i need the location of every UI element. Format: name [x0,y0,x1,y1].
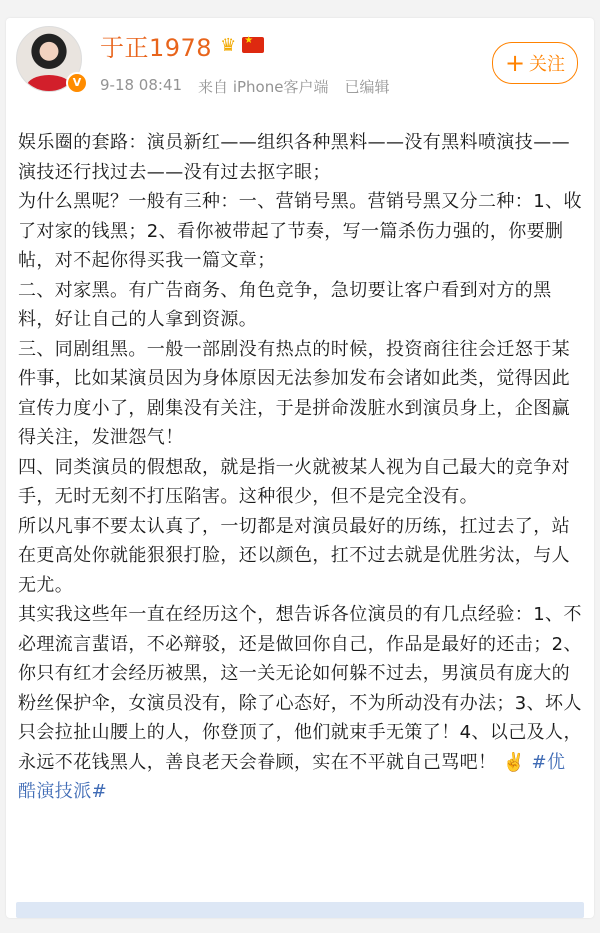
avatar-shirt [27,75,71,92]
plus-icon: + [504,49,526,77]
author-row [100,28,264,62]
post-body [18,128,582,807]
post-header [16,26,576,116]
china-flag-icon [242,37,264,53]
post-time: 9-18 08:41 [100,76,183,94]
paragraph-7 [18,600,582,807]
author-name[interactable]: 于正1978 [100,33,213,62]
paragraph-6: 所以凡事不要太认真了，一切都是对演员最好的历练，扛过去了，站在更高处你就能狠狠打脸，还以颜色，扛不过去就是优胜劣汰，与人无尤。 [18,515,570,596]
paragraph-4: 三、同剧组黑。一般一部剧没有热点的时候，投资商往往会迁怒于某件事，比如某演员因为身体原因无法参加发布会诸如此类，觉得因此宣传力度小了，剧集没有关注，于是拼命泼脏水到演员身上，企图赢得关注，发泄怨气！ [18,338,570,448]
crown-icon: ♛ [220,34,237,56]
post-meta [100,76,389,97]
hashtag-link[interactable]: #优酷演技派# [18,751,566,802]
paragraph-1: 娱乐圈的套路：演员新红——组织各种黑料——没有黑料喷演技——演技还行找过去——没有过去抠字眼； [18,132,570,183]
edited-label[interactable]: 已编辑 [344,78,390,96]
verified-badge-icon: V [66,72,88,94]
follow-label: 关注 [529,54,566,75]
paragraph-2: 为什么黑呢？一般有三种：一、营销号黑。营销号黑又分二种：1、收了对家的钱黑；2、看你被带起了节奏，写一篇杀伤力强的，你要删帖，对不起你得买我一篇文章； [18,191,582,271]
victory-hand-icon: ✌️ [502,751,526,773]
post-source: 来自 iPhone客户端 [198,78,329,96]
paragraph-5: 四、同类演员的假想敌，就是指一火就被某人视为自己最大的竞争对手，无时无刻不打压陷害。这种很少，但不是完全没有。 [18,456,570,507]
paragraph-7-text: 其实我这些年一直在经历这个，想告诉各位演员的有几点经验：1、不必理流言蜚语，不必辩驳，还是做回你自己，作品是最好的还击；2、你只有红才会经历被黑，这一关无论如何躲不过去，男演员有庞大的粉丝保护伞，女演员没有，除了心态好，不为所动没有办法；3、坏人只会拉扯山腰上的人，你登顶了，他们就束手无策了！4、以己及人，永远不花钱黑人，善良老天会眷顾，实在不平就自己骂吧！ [18,604,582,773]
repost-preview-bar [16,902,584,918]
paragraph-3: 二、对家黑。有广告商务、角色竞争，急切要让客户看到对方的黑料，好让自己的人拿到资源。 [18,279,552,330]
follow-button[interactable] [492,42,578,84]
